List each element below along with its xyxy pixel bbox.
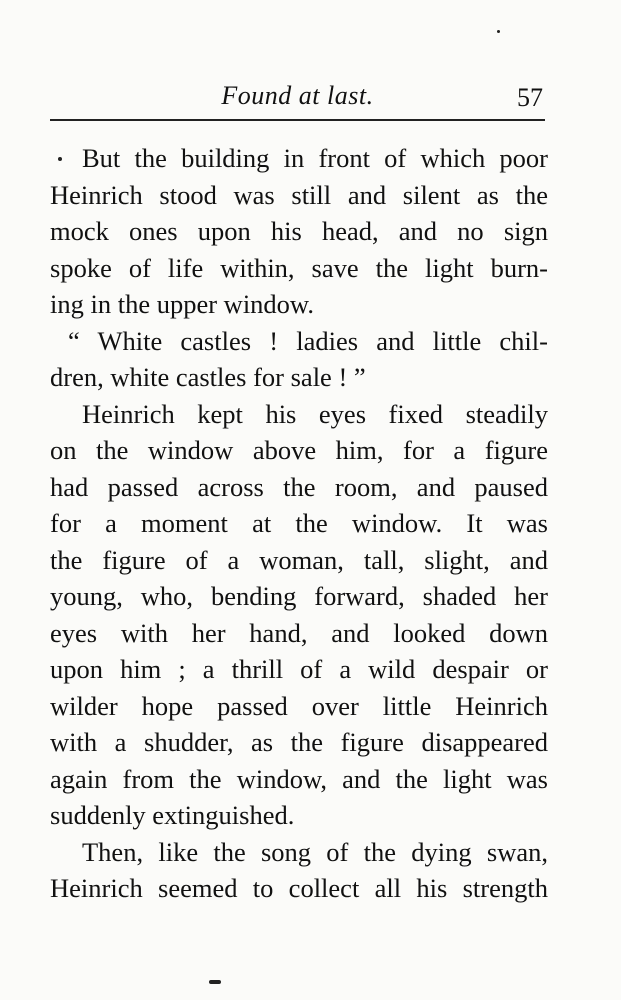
text-line: on the window above him, for a figure [50, 435, 548, 465]
paragraph-3 [50, 396, 548, 834]
text-line: mock ones upon his head, and no sign [50, 216, 548, 246]
paragraph-2 [50, 323, 548, 396]
text-line: dren, white castles for sale ! ” [50, 362, 366, 392]
text-line: Heinrich kept his eyes fixed steadily [82, 398, 548, 429]
ink-speck [497, 30, 500, 33]
page-number: 57 [517, 83, 543, 112]
text-line: Heinrich seemed to collect all his strength [50, 873, 548, 903]
text-line: eyes with her hand, and looked down [50, 617, 548, 648]
text-line: But the building in front of which poor [82, 143, 548, 173]
chapter-title: Found at last. [221, 81, 374, 110]
text-line: again from the window, and the light was [50, 763, 548, 794]
text-line: upon him ; a thrill of a wild despair or [50, 654, 548, 684]
text-line: young, who, bending forward, shaded her [50, 581, 548, 611]
paragraph-1 [50, 140, 548, 323]
text-line: ing in the upper window. [50, 289, 314, 319]
text-line: wilder hope passed over little Heinrich [50, 690, 548, 721]
text-line: “ White castles ! ladies and little chil- [68, 325, 548, 356]
running-head [50, 78, 545, 114]
text-line: had passed across the room, and paused [50, 471, 548, 502]
ink-speck [58, 157, 62, 161]
text-line: the figure of a woman, tall, slight, and [50, 544, 548, 575]
header-rule [50, 119, 545, 121]
text-line: for a moment at the window. It was [50, 508, 548, 538]
footer-ink-mark [209, 980, 221, 984]
text-line: suddenly extinguished. [50, 800, 295, 830]
text-line: Heinrich stood was still and silent as the [50, 179, 548, 210]
text-line: with a shudder, as the figure disappeared [50, 727, 548, 757]
text-line: spoke of life within, save the light burn- [50, 252, 548, 283]
text-line: Then, like the song of the dying swan, [82, 836, 548, 867]
paragraph-4 [50, 834, 548, 907]
body-text [50, 140, 548, 907]
